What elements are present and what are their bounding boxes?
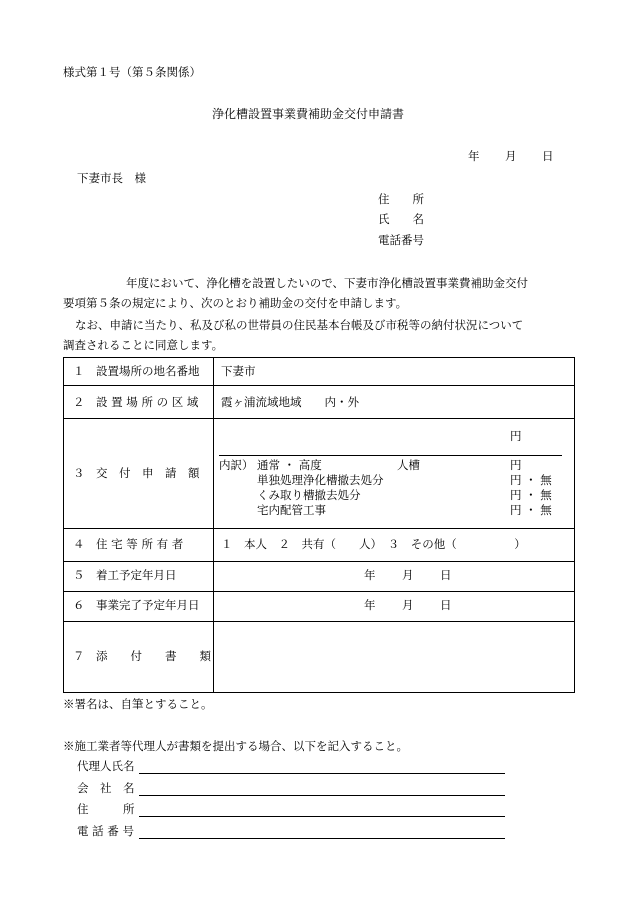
row5-month: 月 <box>402 568 414 582</box>
row2-value: 霞ヶ浦流域地域 内・外 <box>221 395 359 409</box>
row3-total-unit: 円 <box>510 429 522 443</box>
table-row-divider <box>64 528 574 529</box>
table-row-divider <box>64 561 574 562</box>
table-row-divider <box>64 621 574 622</box>
form-title: 浄化槽設置事業費補助金交付申請書 <box>212 107 405 121</box>
row3-total-underline <box>219 455 562 456</box>
row6-day: 日 <box>440 598 452 612</box>
agent-address-line <box>139 816 505 817</box>
application-table <box>63 357 575 693</box>
row1-label: １ 設置場所の地名番地 <box>73 364 200 378</box>
agent-phone-line <box>139 838 505 839</box>
row1-value: 下妻市 <box>221 364 256 378</box>
row6-year: 年 <box>364 598 376 612</box>
agent-address-label: 住 所 <box>77 802 135 816</box>
body-line-3: なお、申請に当たり、私及び私の世帯員の住民基本台帳及び市税等の納付状況について <box>75 318 524 332</box>
row3-item2-unit: 円 ・ 無 <box>510 473 552 487</box>
table-row-divider <box>64 418 574 419</box>
row3-item1-suffix: 人槽 <box>397 458 420 472</box>
agent-name-line <box>139 773 505 774</box>
body-line-1: 年度において、浄化槽を設置したいので、下妻市浄化槽設置事業費補助金交付 <box>126 276 529 290</box>
date-day: 日 <box>542 149 554 163</box>
agent-company-line <box>139 795 505 796</box>
signature-note: ※署名は、自筆とすること。 <box>63 697 213 711</box>
row5-year: 年 <box>364 568 376 582</box>
table-row-divider <box>64 385 574 386</box>
table-column-divider <box>213 358 214 692</box>
row3-item1-unit: 円 <box>510 458 522 472</box>
row5-label: ５ 着工予定年月日 <box>73 568 177 582</box>
row3-item4: 宅内配管工事 <box>257 503 326 517</box>
applicant-address-label: 住 所 <box>378 192 424 206</box>
row3-breakdown-label: 内訳） <box>219 458 254 472</box>
row3-item1: 通常 ・ 高度 <box>257 458 322 472</box>
applicant-name-label: 氏 名 <box>378 212 424 226</box>
row4-value: １ 本人 ２ 共有（ 人） ３ その他（ ） <box>221 537 526 551</box>
date-year: 年 <box>468 149 480 163</box>
row4-label: ４ 住 宅 等 所 有 者 <box>73 537 184 551</box>
row3-label: ３ 交 付 申 請 額 <box>73 466 200 480</box>
row5-day: 日 <box>440 568 452 582</box>
row6-month: 月 <box>402 598 414 612</box>
agent-phone-label: 電 話 番 号 <box>77 824 134 838</box>
form-number: 様式第１号（第５条関係） <box>63 65 201 79</box>
agent-company-label: 会 社 名 <box>77 781 135 795</box>
agent-note: ※施工業者等代理人が書類を提出する場合、以下を記入すること。 <box>63 739 408 753</box>
row3-item3: くみ取り槽撤去処分 <box>257 488 361 502</box>
row6-label: ６ 事業完了予定年月日 <box>73 598 200 612</box>
body-line-4: 調査されることに同意します。 <box>63 338 224 352</box>
row3-item3-unit: 円 ・ 無 <box>510 488 552 502</box>
row3-item4-unit: 円 ・ 無 <box>510 503 552 517</box>
date-month: 月 <box>505 149 517 163</box>
row3-item2: 単独処理浄化槽撤去処分 <box>257 473 384 487</box>
row7-label: ７ 添 付 書 類 <box>73 649 211 663</box>
addressee: 下妻市長 様 <box>77 171 146 185</box>
body-line-2: 要項第５条の規定により、次のとおり補助金の交付を申請します。 <box>63 296 408 310</box>
table-row-divider <box>64 591 574 592</box>
agent-name-label: 代理人氏名 <box>77 759 135 773</box>
row2-label: ２ 設 置 場 所 の 区 域 <box>73 395 199 409</box>
applicant-phone-label: 電話番号 <box>378 233 424 247</box>
